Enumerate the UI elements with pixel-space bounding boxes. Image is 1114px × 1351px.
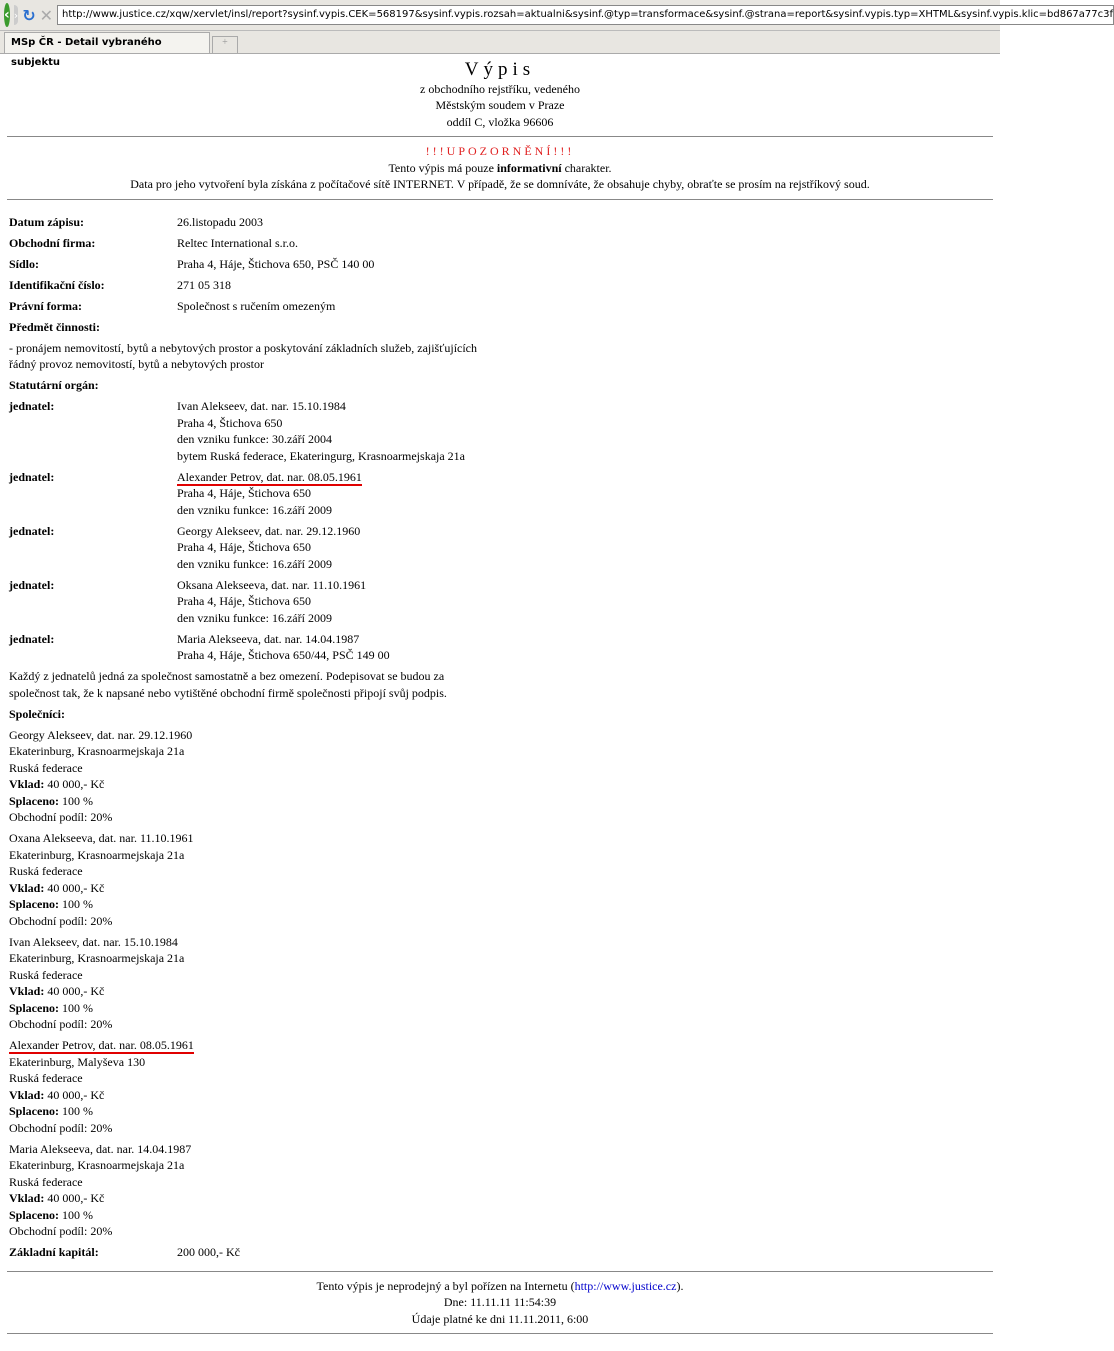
member-line: den vzniku funkce: 16.září 2009 bbox=[177, 610, 332, 625]
address: Ekaterinburg, Krasnoarmejskaja 21a bbox=[9, 1158, 185, 1172]
shareholder bbox=[9, 727, 991, 826]
vklad: 40 000,- Kč bbox=[44, 777, 105, 791]
vklad: 40 000,- Kč bbox=[44, 1191, 105, 1205]
warning-title: !!!UPOZORNĚNÍ!!! bbox=[425, 144, 575, 158]
text: řádný provoz nemovitostí, bytů a nebytových prostor bbox=[9, 357, 264, 371]
label: Splaceno: bbox=[9, 793, 60, 808]
divider bbox=[7, 136, 993, 137]
label: Splaceno: bbox=[9, 1207, 60, 1222]
field-label: Sídlo: bbox=[9, 256, 40, 271]
header-line: z obchodního rejstříku, vedeného bbox=[420, 81, 580, 96]
member-row bbox=[9, 577, 991, 627]
field-value: Reltec International s.r.o. bbox=[177, 235, 298, 250]
divider bbox=[7, 199, 993, 200]
text: Každý z jednatelů jedná za společnost samostatně a bez omezení. Podepisovat se budou za bbox=[9, 669, 445, 683]
section-label: Společníci: bbox=[9, 706, 65, 721]
tab-bar bbox=[0, 31, 1000, 68]
divider bbox=[7, 1333, 993, 1334]
label: Splaceno: bbox=[9, 1000, 60, 1015]
warning bbox=[7, 143, 993, 193]
country: Ruská federace bbox=[9, 1174, 83, 1189]
tab-active[interactable]: MSp ČR - Detail vybraného subjektu bbox=[4, 32, 210, 53]
member-line: Praha 4, Štichova 650 bbox=[177, 415, 283, 430]
page-content bbox=[0, 54, 1000, 1334]
field-label: Právní forma: bbox=[9, 298, 82, 313]
field-label: Obchodní firma: bbox=[9, 235, 96, 250]
text: informativní bbox=[496, 160, 562, 175]
header-line: Městským soudem v Praze bbox=[435, 98, 565, 112]
podil: Obchodní podíl: 20% bbox=[9, 810, 113, 824]
shareholder bbox=[9, 1037, 991, 1136]
footer-date: Dne: 11.11.11 11:54:39 bbox=[443, 1295, 557, 1309]
member-line: Praha 4, Háje, Štichova 650/44, PSČ 149 00 bbox=[177, 648, 390, 662]
label: Vklad: bbox=[9, 777, 45, 791]
member-role: jednatel: bbox=[9, 399, 55, 413]
splaceno: 100 % bbox=[59, 1000, 94, 1015]
podil: Obchodní podíl: 20% bbox=[9, 1120, 113, 1135]
field-value: Společnost s ručením omezeným bbox=[177, 298, 336, 313]
text: Tento výpis má pouze bbox=[388, 160, 497, 175]
shareholder bbox=[9, 934, 991, 1033]
splaceno: 100 % bbox=[59, 1104, 94, 1118]
vklad: 40 000,- Kč bbox=[44, 984, 105, 998]
field-row bbox=[9, 277, 991, 294]
splaceno: 100 % bbox=[59, 1207, 94, 1222]
vklad: 40 000,- Kč bbox=[44, 880, 105, 895]
podil: Obchodní podíl: 20% bbox=[9, 913, 113, 928]
shareholder-name: Maria Alekseeva, dat. nar. 14.04.1987 bbox=[9, 1141, 192, 1156]
section-label: Statutární orgán: bbox=[9, 378, 99, 392]
podil: Obchodní podíl: 20% bbox=[9, 1017, 113, 1031]
stop-icon[interactable]: ✕ bbox=[39, 5, 53, 25]
country: Ruská federace bbox=[9, 760, 83, 775]
splaceno: 100 % bbox=[59, 793, 94, 808]
text: - pronájem nemovitostí, bytů a nebytových prostor a poskytování základních služeb, zajišťujících bbox=[9, 340, 478, 355]
field-row bbox=[9, 214, 991, 231]
label: Splaceno: bbox=[9, 1104, 60, 1118]
reload-icon[interactable]: ↻ bbox=[22, 5, 36, 25]
member-role: jednatel: bbox=[9, 469, 55, 484]
shareholder-name: Alexander Petrov, dat. nar. 08.05.1961 bbox=[9, 1038, 194, 1052]
forward-button[interactable]: › bbox=[14, 5, 18, 25]
warning-line bbox=[7, 160, 993, 177]
member-line: bytem Ruská federace, Ekateringurg, Krasnoarmejskaja 21a bbox=[177, 448, 465, 463]
address-bar[interactable]: http://www.justice.cz/xqw/xervlet/insl/report?sysinf.vypis.CEK=568197&sysinf.vypis.rozsah=aktualni&sysinf.@typ=transformace&sysinf.@strana=report&sysinf.vypis.typ=XHTML&sysinf.vypis.klic=bd867a77c3f bbox=[57, 5, 1114, 25]
splaceno: 100 % bbox=[59, 897, 94, 911]
member-line: Ivan Alekseev, dat. nar. 15.10.1984 bbox=[177, 399, 346, 413]
field-value: 200 000,- Kč bbox=[177, 1245, 240, 1259]
country: Ruská federace bbox=[9, 1071, 83, 1085]
field-row bbox=[9, 298, 991, 315]
header-line: oddíl C, vložka 96606 bbox=[446, 114, 554, 129]
label: Vklad: bbox=[9, 984, 45, 998]
podil: Obchodní podíl: 20% bbox=[9, 1224, 113, 1238]
shareholder-name: Ivan Alekseev, dat. nar. 15.10.1984 bbox=[9, 934, 178, 949]
back-button[interactable]: ‹ bbox=[4, 3, 10, 27]
footer-valid: Údaje platné ke dni 11.11.2011, 6:00 bbox=[411, 1311, 589, 1326]
text: společnost tak, že k napsané nebo vytištěné obchodní firmě společnosti připojí svůj podpis. bbox=[9, 685, 447, 700]
member-line: Praha 4, Háje, Štichova 650 bbox=[177, 594, 311, 608]
field-label: Základní kapitál: bbox=[9, 1245, 99, 1259]
address: Ekaterinburg, Malyševa 130 bbox=[9, 1054, 146, 1069]
member-line: Alexander Petrov, dat. nar. 08.05.1961 bbox=[177, 469, 362, 484]
divider bbox=[7, 1271, 993, 1272]
label: Splaceno: bbox=[9, 897, 60, 911]
new-tab-button[interactable]: + bbox=[212, 36, 238, 53]
justice-link[interactable]: http://www.justice.cz bbox=[574, 1278, 677, 1293]
warning-line: Data pro jeho vytvoření byla získána z počítačové sítě INTERNET. V případě, že se domníváte, že obsahuje chyby, obraťte se prosím na rejstříkový soud. bbox=[130, 177, 870, 191]
browser-toolbar bbox=[0, 0, 1114, 31]
country: Ruská federace bbox=[9, 864, 83, 878]
field-value: 26.listopadu 2003 bbox=[177, 214, 263, 229]
member-line: den vzniku funkce: 16.září 2009 bbox=[177, 556, 332, 571]
member-line: Praha 4, Háje, Štichova 650 bbox=[177, 540, 311, 554]
shareholder-name: Oxana Alekseeva, dat. nar. 11.10.1961 bbox=[9, 831, 194, 845]
field-row bbox=[9, 256, 991, 273]
address: Ekaterinburg, Krasnoarmejskaja 21a bbox=[9, 951, 185, 965]
member-line: den vzniku funkce: 30.září 2004 bbox=[177, 432, 332, 446]
address: Ekaterinburg, Krasnoarmejskaja 21a bbox=[9, 847, 185, 862]
section-label: Předmět činnosti: bbox=[9, 319, 100, 334]
address: Ekaterinburg, Krasnoarmejskaja 21a bbox=[9, 744, 185, 758]
field-value: 271 05 318 bbox=[177, 277, 231, 292]
field-value: Praha 4, Háje, Štichova 650, PSČ 140 00 bbox=[177, 256, 375, 271]
member-role: jednatel: bbox=[9, 631, 55, 646]
member-role: jednatel: bbox=[9, 577, 55, 592]
header bbox=[7, 54, 993, 130]
field-label: Datum zápisu: bbox=[9, 214, 85, 229]
footer bbox=[7, 1278, 993, 1328]
country: Ruská federace bbox=[9, 967, 83, 982]
label: Vklad: bbox=[9, 1087, 45, 1102]
member-row bbox=[9, 631, 991, 664]
text: charakter. bbox=[561, 160, 612, 175]
member-row bbox=[9, 523, 991, 573]
member-row bbox=[9, 398, 991, 464]
label: Vklad: bbox=[9, 880, 45, 895]
member-role: jednatel: bbox=[9, 523, 55, 538]
capital-row bbox=[9, 1244, 991, 1261]
field-row bbox=[9, 235, 991, 252]
text: Tento výpis je neprodejný a byl pořízen na Internetu ( bbox=[316, 1278, 575, 1293]
vklad: 40 000,- Kč bbox=[44, 1087, 105, 1102]
label: Vklad: bbox=[9, 1191, 45, 1205]
shareholder bbox=[9, 1141, 991, 1240]
member-line: Praha 4, Háje, Štichova 650 bbox=[177, 486, 311, 500]
shareholder bbox=[9, 830, 991, 929]
page-title: Výpis bbox=[464, 59, 536, 80]
text: ). bbox=[676, 1278, 684, 1293]
member-line: den vzniku funkce: 16.září 2009 bbox=[177, 502, 332, 517]
field-label: Identifikační číslo: bbox=[9, 277, 105, 292]
member-row bbox=[9, 469, 991, 519]
member-line: Maria Alekseeva, dat. nar. 14.04.1987 bbox=[177, 631, 360, 646]
member-line: Oksana Alekseeva, dat. nar. 11.10.1961 bbox=[177, 577, 367, 592]
shareholder-name: Georgy Alekseev, dat. nar. 29.12.1960 bbox=[9, 727, 193, 742]
member-line: Georgy Alekseev, dat. nar. 29.12.1960 bbox=[177, 523, 361, 538]
